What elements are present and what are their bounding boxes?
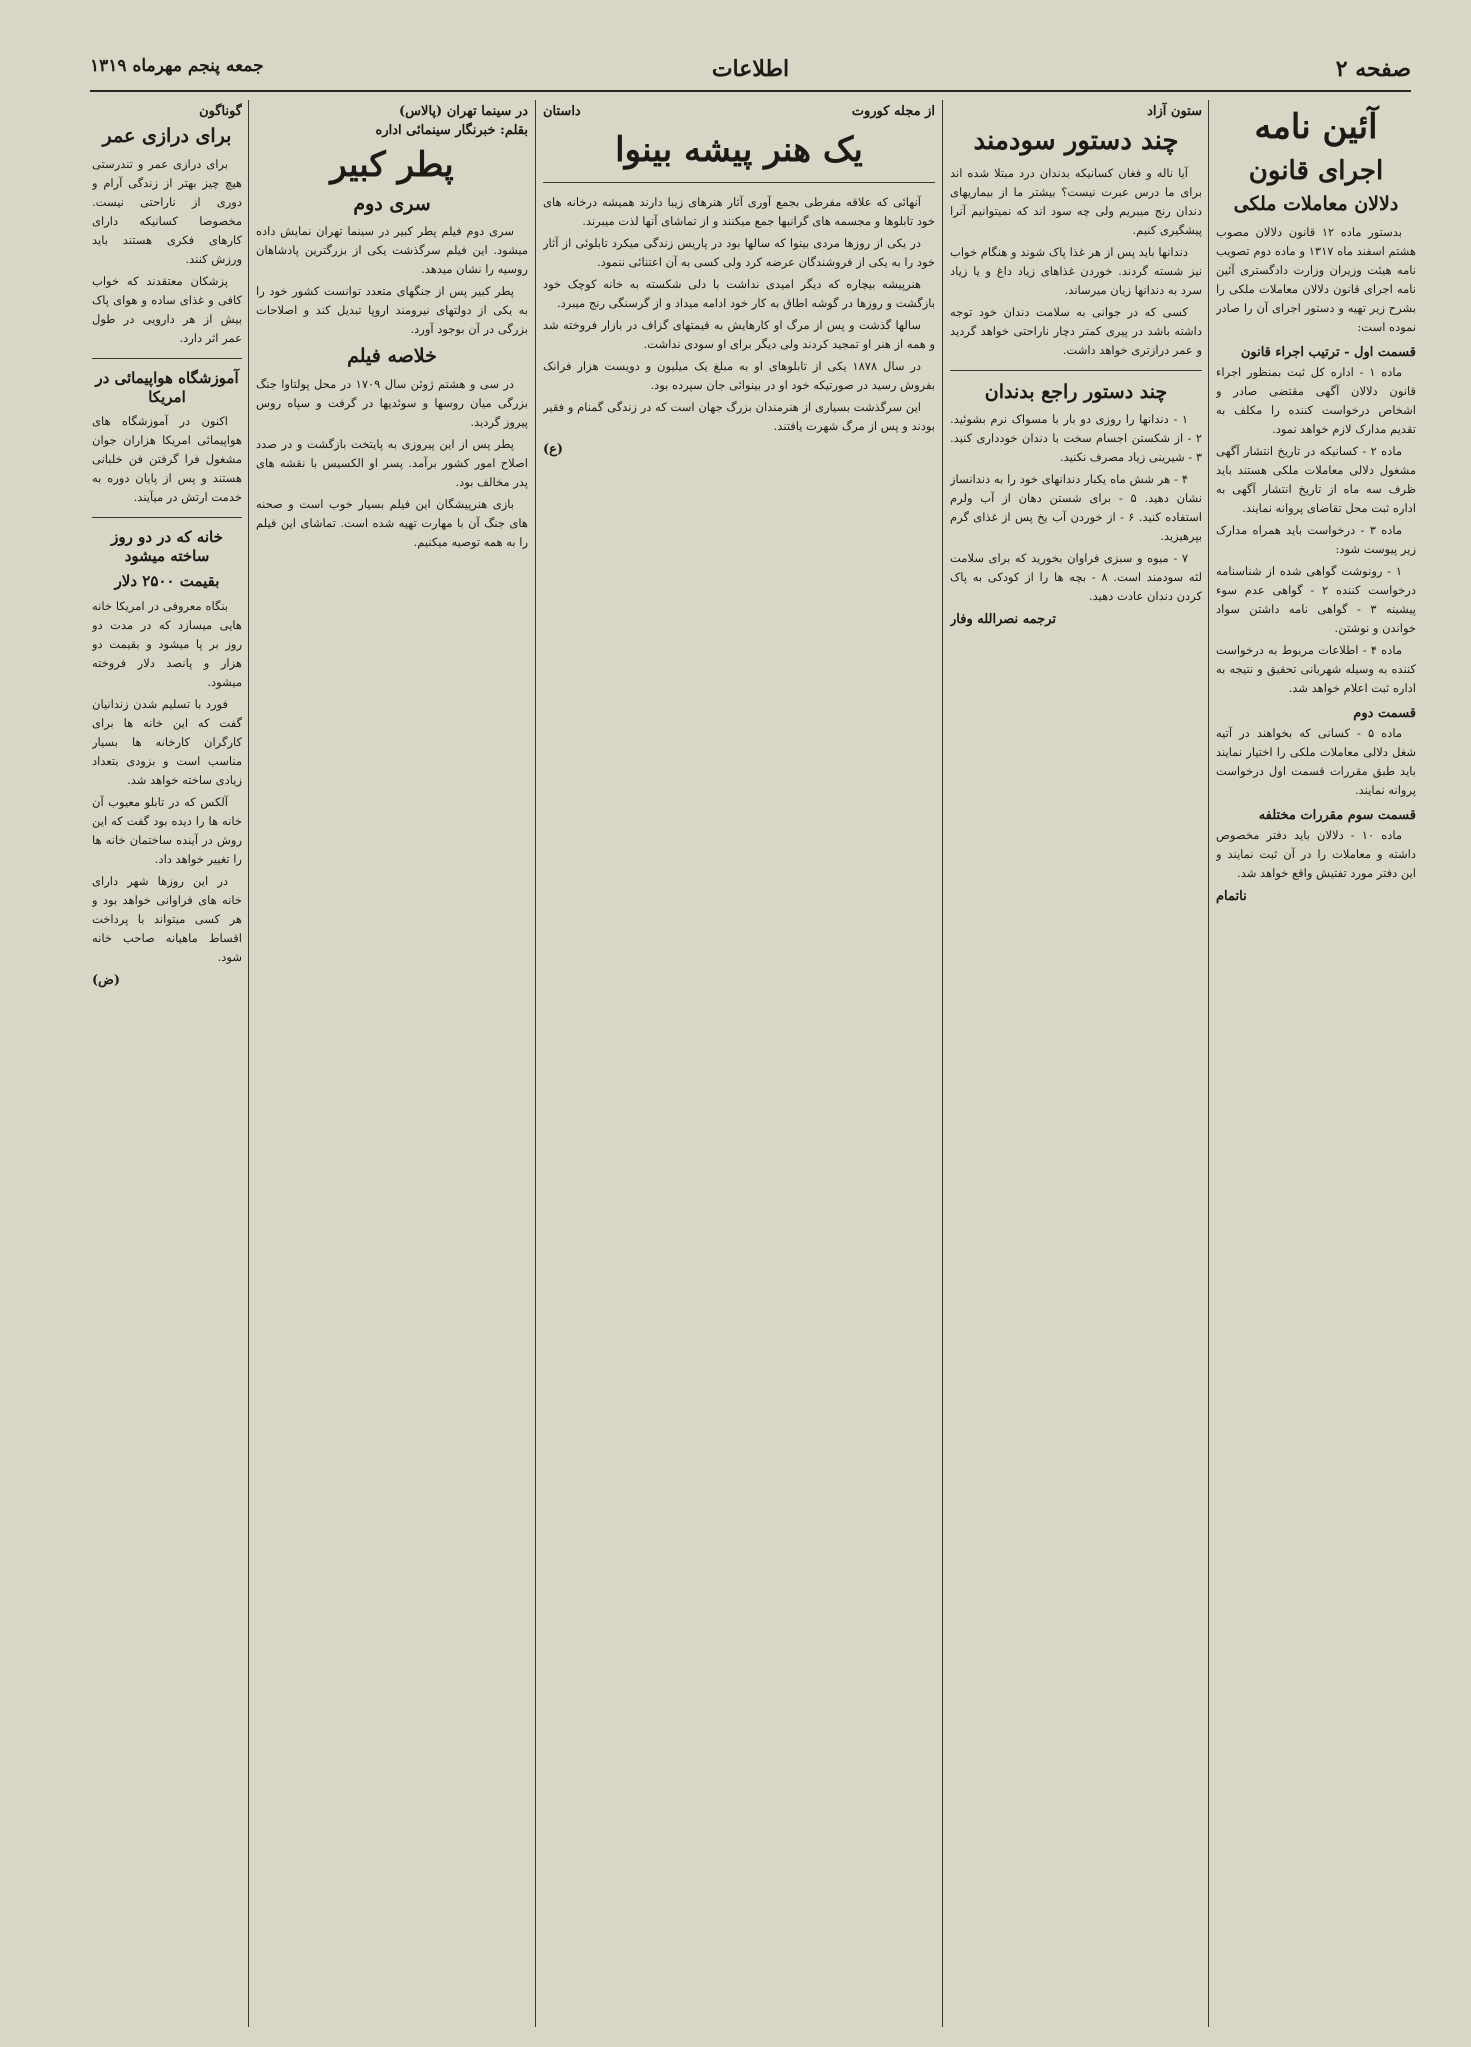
paragraph: در یکی از روزها مردی بینوا که سالها بود در پاریس زندگی میکرد تابلوئی از آثار خود را به یکی از فروشندگان عرضه کرد ولی کسی به آن اعتنائی ننمود. [543,235,935,269]
page-number: صفحه ۲ [1335,56,1411,82]
article-title-2: آموزشگاه هواپیمائی در امریکا [95,368,239,406]
issue-date: جمعه پنجم مهرماه ۱۳۱۹ [90,56,264,76]
article-subtitle-2: دلالان معاملات ملکی [1233,193,1399,215]
article-subtitle: اجرای قانون [1248,155,1384,186]
paragraph: ۷ - میوه و سبزی فراوان بخورید که برای سلامت لثه سودمند است. ۸ - بچه ها را از کودکی به پاک کردن دندان عادت دهید. [950,551,1202,604]
article-title-3: خانه که در دو روز ساخته میشود [111,528,223,565]
byline: بقلم: خبرنگار سینمائی اداره [375,123,528,138]
paragraph: برای درازی عمر و تندرستی هیچ چیز بهتر از زندگی آرام و دوری از ناراحتی نیست. مخصوصا کسانیکه دارای کارهای فکری هستند باید ورزش کنند. [92,156,242,266]
author-signature: (ض) [92,972,121,988]
source-kicker: از مجله کوروت [851,104,935,119]
section-heading: خلاصه فیلم [347,345,437,368]
column-regulations [1216,100,1416,2027]
paragraph: ماده ۲ - کسانیکه در تاریخ انتشار آگهی مشغول دلالی معاملات ملکی هستند باید ظرف سه ماه از تاریخ انتشار آگهی به اداره ثبت محل تقاضای پروانه نمایند. [1216,443,1416,515]
paragraph: آیا ناله و فغان کسانیکه بدندان درد مبتلا شده اند برای ما درس عبرت نیست؟ بیشتر ما از بیماریهای دندان رنج میبریم ولی چه سود اند که نمیتوانیم آنرا پیشگیری کنیم. [950,165,1202,237]
section-heading: قسمت سوم مقررات مختلفه [1258,807,1416,823]
paragraph: پطر کبیر پس از جنگهای متعدد توانست کشور خود را به یکی از دولتهای نیرومند اروپا تبدیل کند و اصلاحات بزرگی در آن بوجود آورد. [256,284,528,337]
paragraph: در این روزها شهر دارای خانه های فراوانی خواهد بود و هر کسی میتواند با پرداخت اقساط ماهیانه صاحب خانه شود. [92,873,242,964]
article-title: یک هنر پیشه بینوا [615,130,863,170]
author-signature: (ع) [543,441,564,457]
column-dental [950,100,1202,2027]
paragraph: ماده ۵ - کسانی که بخواهند در آتیه شغل دلالی معاملات ملکی را اختیار نمایند باید طبق مقررات قسمت اول درخواست پروانه نمایند. [1216,725,1416,797]
article-title: پطر کبیر [330,145,454,185]
paragraph: در سال ۱۸۷۸ یکی از تابلوهای او به مبلغ یک میلیون و دویست هزار فرانک بفروش رسید در صورتیکه خود او در بینوائی جان سپرده بود. [543,358,935,392]
column-kicker: ستون آزاد [1147,104,1202,119]
article-title: چند دستور سودمند [973,126,1179,156]
paragraph: ماده ۳ - درخواست باید همراه مدارک زیر پیوست شود: [1216,522,1416,556]
paragraph: پطر پس از این پیروزی به پایتخت بازگشت و در صدد اصلاح امور کشور برآمد. پسر او الکسیس با نقشه های پدر مخالف بود. [256,437,528,489]
article-title-2: چند دستور راجع بدندان [984,380,1168,403]
section-heading: قسمت اول - ترتیب اجراء قانون [1240,344,1416,360]
paragraph: ۴ - هر شش ماه یکبار دندانهای خود را به دندانساز نشان دهید. ۵ - برای شستن دهان از آب ولرم استفاده کنید. ۶ - از خوردن آب یخ پس از غذای گرم بپرهیزید. [950,472,1202,544]
genre-kicker: داستان [543,104,581,119]
paragraph: در سی و هشتم ژوئن سال ۱۷۰۹ در محل پولتاوا جنگ بزرگی میان روسها و سوئدیها در گرفت و سپاه روس پیروز گردید. [256,377,528,429]
paragraph: آنهائی که علاقه مفرطی بجمع آوری آثار هنرهای زیبا دارند همیشه درخانه های خود تابلوها و مجسمه های گرانبها جمع میکنند و از تماشای آنها لذت میبرند. [543,194,935,228]
column-cinema [256,100,528,2027]
paragraph: بنگاه معروفی در امریکا خانه هایی میسازد که در مدت دو روز بر پا میشود و بقیمت دو هزار و پانصد دلار فروخته میشود. [92,598,242,689]
paragraph: کسی که در جوانی به سلامت دندان خود توجه داشته باشد در پیری کمتر دچار ناراحتی خواهد گردید و عمر درازتری خواهد داشت. [950,304,1202,357]
paragraph: سری دوم فیلم پطر کبیر در سینما تهران نمایش داده میشود. این فیلم سرگذشت یکی از بزرگترین پادشاهان روسیه را نشان میدهد. [256,224,528,277]
paragraph: این سرگذشت بسیاری از هنرمندان بزرگ جهان است که در زندگی گمنام و فقیر بودند و پس از مرگ شهرت یافتند. [543,399,935,433]
venue-kicker: در سینما تهران (پالاس) [399,104,528,119]
column-rule [1208,100,1209,2027]
paragraph: دندانها باید پس از هر غذا پاک شوند و هنگام خواب نیز شسته گردند. خوردن غذاهای زیاد داغ و یا زیاد سرد به دندانها زیان میرساند. [950,244,1202,297]
paragraph: سالها گذشت و پس از مرگ او کارهایش به قیمتهای گزاف در بازار فروخته شد و همه از هنر او تمجید کردند ولی دیگر برای او سودی نداشت. [543,317,935,351]
paragraph: ۱ - رونوشت گواهی شده از شناسنامه درخواست کننده ۲ - گواهی عدم سوء پیشینه ۳ - گواهی نامه داشتن سواد خواندن و نوشتن. [1216,563,1416,635]
paragraph: پزشکان معتقدند که خواب کافی و غذای ساده و هوای پاک بیش از هر دارویی در طول عمر اثر دارد. [92,273,242,345]
continued-note: ناتمام [1216,888,1247,904]
masthead [90,50,1411,92]
paragraph: هنرپیشه بیچاره که دیگر امیدی نداشت با دلی شکسته به خانه کوچک خود بازگشت و روزها در گوشه اطاق به کار خود ادامه میداد و از گرسنگی رنج میبرد. [543,276,935,310]
article-subtitle: سری دوم [353,192,431,215]
paragraph: ماده ۱ - اداره کل ثبت بمنظور اجراء قانون دلالان آگهی مقتضی صادر و اشخاص درخواست کننده را مکلف به تقدیم مدارک لازم خواهد نمود. [1216,364,1416,436]
paragraph: اکنون در آموزشگاه های هواپیمائی امریکا هزاران جوان مشغول فرا گرفتن فن خلبانی هستند و پس از پایان دوره به خدمت ارتش در میآیند. [92,414,242,505]
paragraph: ماده ۱۰ - دلالان باید دفتر مخصوص داشته و معاملات را در آن ثبت نمایند و این دفتر مورد تفتیش واقع خواهد شد. [1216,827,1416,880]
column-rule [535,100,536,2027]
paragraph: فورد با تسلیم شدن زندانیان گفت که این خانه ها برای کارگران کارخانه ها بسیار مناسب است و بزودی بتعداد زیادی ساخته خواهد شد. [92,696,242,787]
paragraph: بدستور ماده ۱۲ قانون دلالان مصوب هشتم اسفند ماه ۱۳۱۷ و ماده دوم تصویب نامه هیئت وزیران وزارت دادگستری آئین نامه اجرای قانون دلالان معاملات ملکی را بشرح زیر تهیه و دستور اجرای آن را صادر نموده است: [1216,224,1416,334]
translator-signature: ترجمه نصرالله وفار [950,612,1057,628]
column-kicker: گوناگون [199,104,242,119]
paper-name: اطلاعات [711,56,790,82]
column-miscellany [92,100,242,2027]
paragraph: آلکس که در تابلو معیوب آن خانه ها را دیده بود گفت که این روش در آینده ساختمان خانه ها را تغییر خواهد داد. [92,794,242,866]
column-rule [248,100,249,2027]
paragraph: ماده ۴ - اطلاعات مربوط به درخواست کننده به وسیله شهربانی تحقیق و نتیجه به اداره ثبت اعلام خواهد شد. [1216,642,1416,695]
paragraph: بازی هنرپیشگان این فیلم بسیار خوب است و صحنه های جنگ آن با مهارت تهیه شده است. تماشای این فیلم را به همه توصیه میکنیم. [256,497,528,549]
article-subtitle-3: بقیمت ۲۵۰۰ دلار [114,571,220,590]
column-rule [942,100,943,2027]
article-title: آئین نامه [1254,107,1378,147]
section-heading: قسمت دوم [1353,705,1416,721]
article-title: برای درازی عمر [102,125,232,147]
column-story [543,100,935,2027]
paragraph: ۱ - دندانها را روزی دو بار با مسواک نرم بشوئید. ۲ - از شکستن اجسام سخت با دندان خودداری کنید. ۳ - شیرینی زیاد مصرف نکنید. [950,412,1202,465]
